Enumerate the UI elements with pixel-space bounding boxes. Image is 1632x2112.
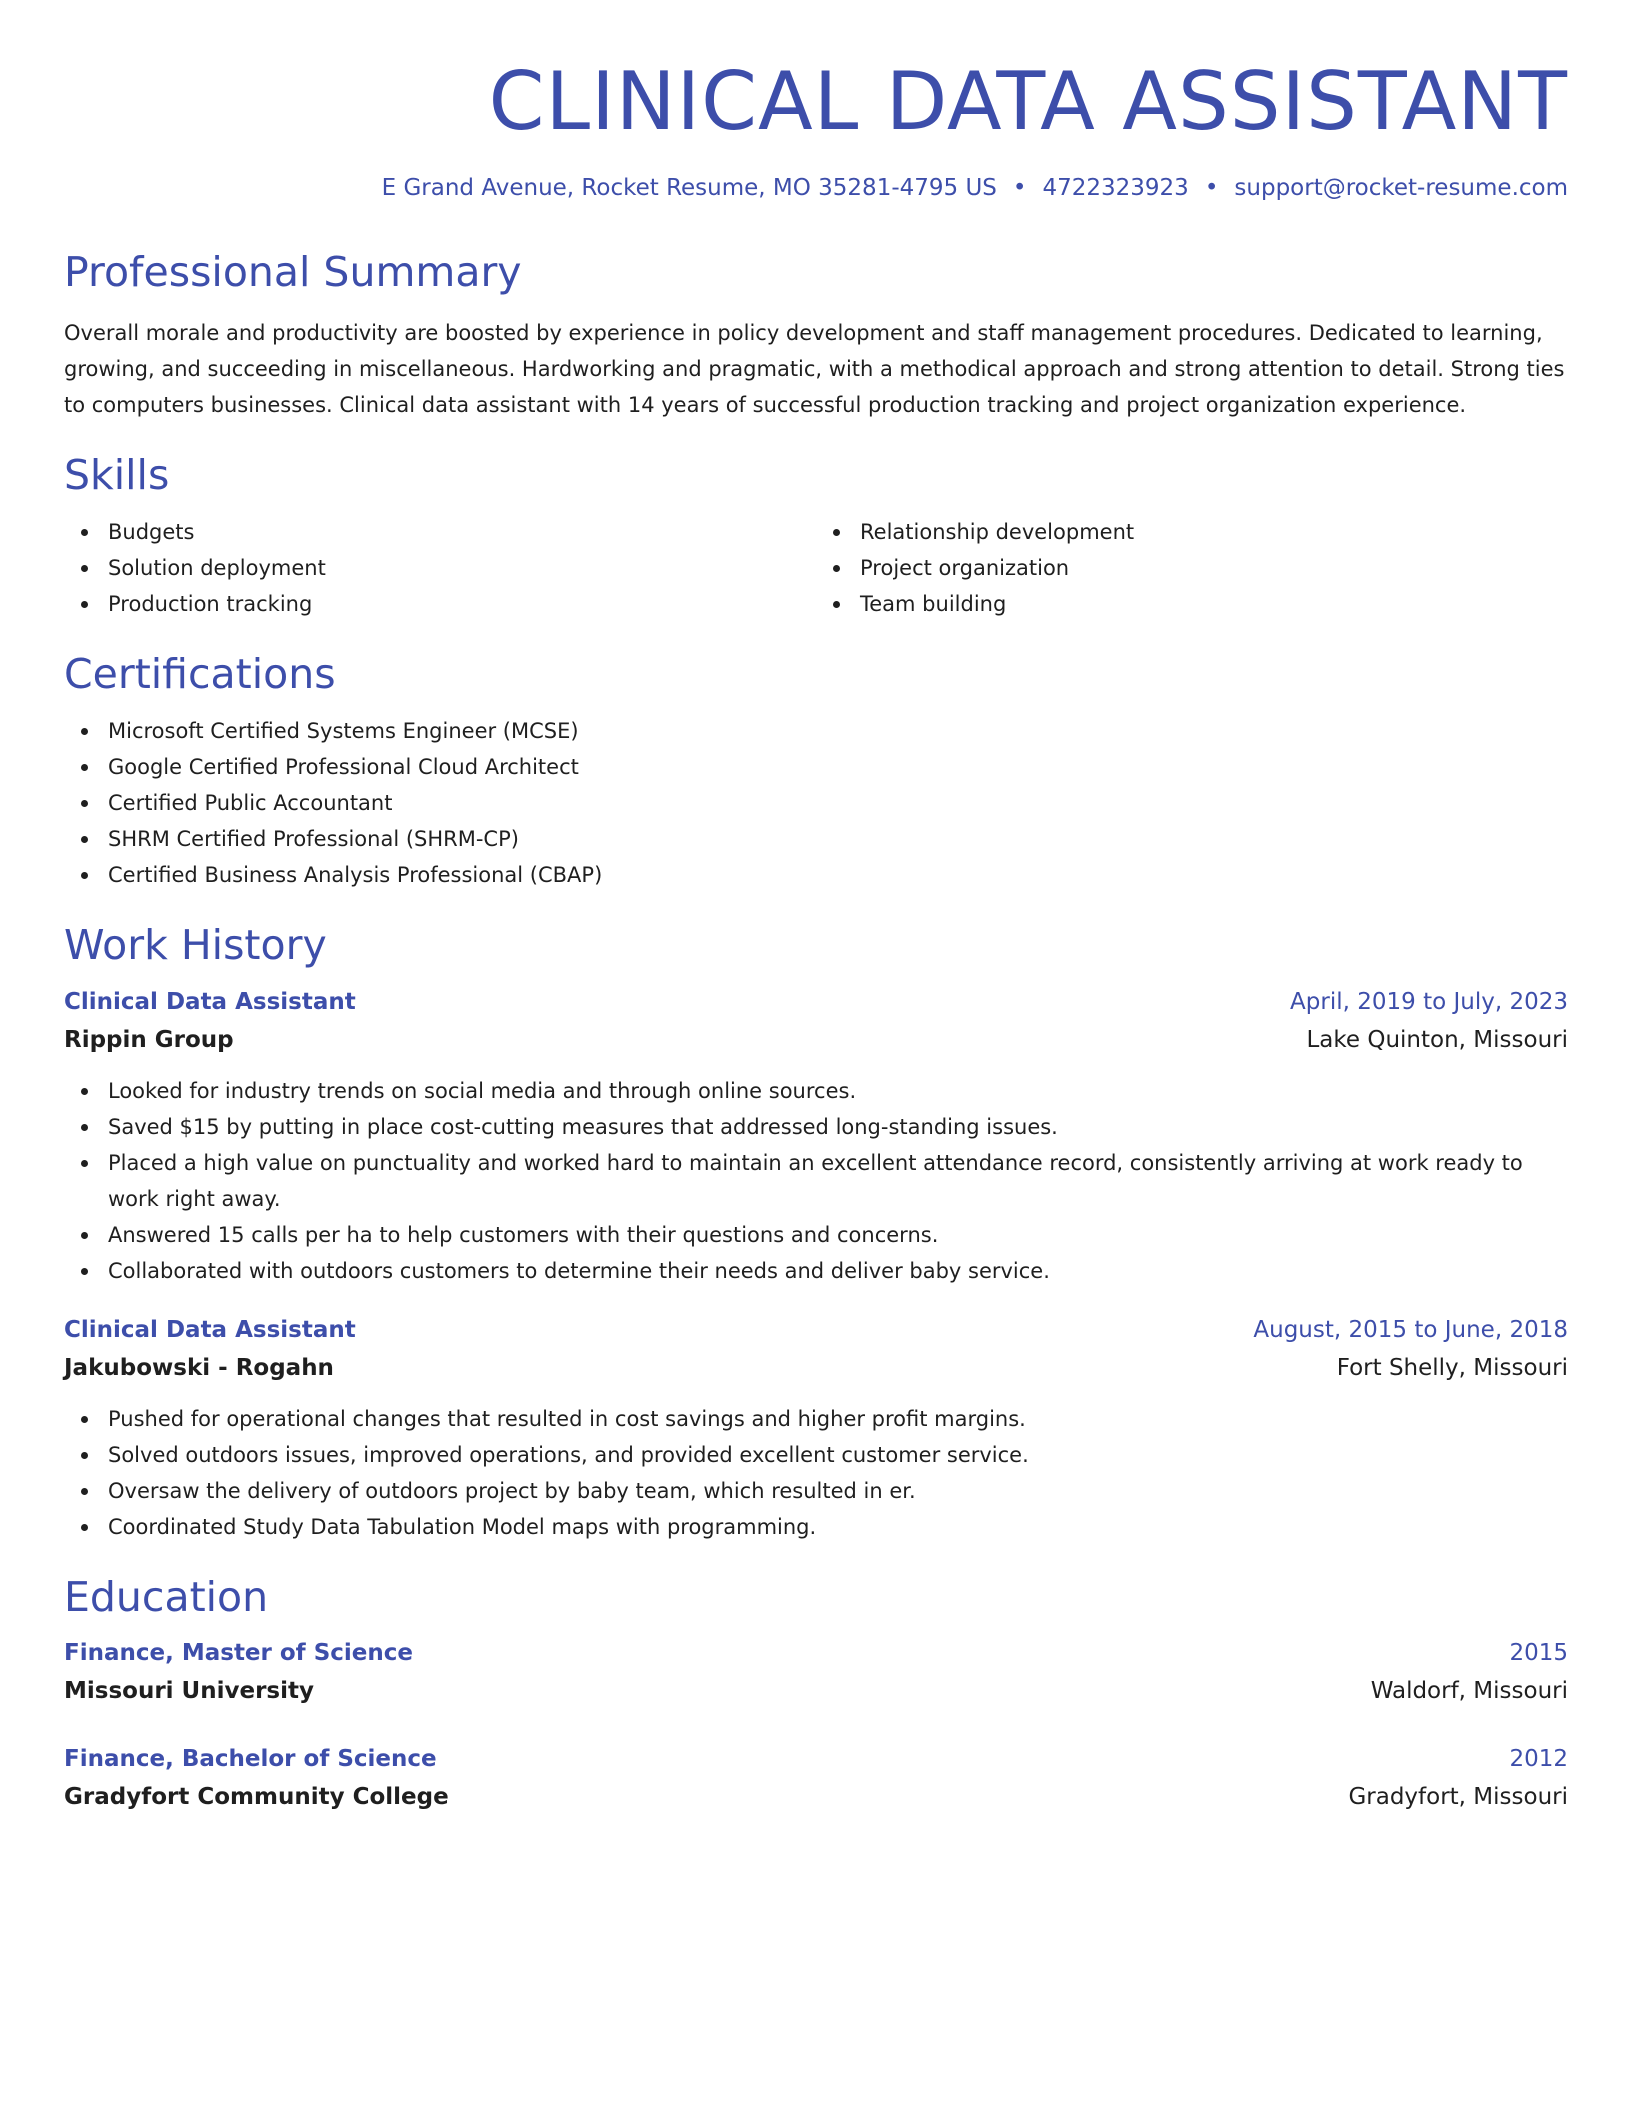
skills-list-right — [816, 514, 1568, 622]
resume-name: CLINICAL DATA ASSISTANT — [488, 55, 1568, 148]
job-company-row — [64, 1021, 1568, 1059]
skills-grid — [64, 514, 1568, 622]
education-year: 2012 — [1509, 1745, 1568, 1772]
job-header-row — [64, 1311, 1568, 1349]
job-bullet: Answered 15 calls per ha to help customers with their questions and concerns. — [108, 1217, 1568, 1253]
skill-item: Production tracking — [108, 586, 816, 622]
education-school-row — [64, 1778, 1568, 1816]
certification-item: Certified Business Analysis Professional (CBAP) — [108, 857, 1568, 893]
job-entry — [64, 983, 1568, 1289]
job-bullets — [64, 1401, 1568, 1545]
skill-item: Team building — [860, 586, 1568, 622]
education-entry — [64, 1634, 1568, 1710]
certification-item: Certified Public Accountant — [108, 785, 1568, 821]
job-location: Fort Shelly, Missouri — [1336, 1354, 1568, 1381]
education-school: Missouri University — [64, 1677, 314, 1704]
work-history-section — [64, 921, 1568, 1544]
skill-item: Project organization — [860, 550, 1568, 586]
job-company: Rippin Group — [64, 1026, 234, 1053]
summary-text: Overall morale and productivity are boosted by experience in policy development and staff management procedures. Dedicated to learning, growing, and succeeding in miscellaneous. Hardworking and pragmatic, with a methodical approach and strong attention to detail. Strong ties to computers businesses. Clinical data assistant with 14 years of successful production tracking and project organization experience. — [64, 321, 1565, 418]
contact-address: E Grand Avenue, Rocket Resume, MO 35281-4795 US — [381, 175, 997, 201]
education-header-row — [64, 1634, 1568, 1672]
job-bullets — [64, 1073, 1568, 1289]
section-title-work-history: Work History — [64, 921, 327, 970]
job-dates: April, 2019 to July, 2023 — [1290, 988, 1568, 1015]
job-bullet: Oversaw the delivery of outdoors project by baby team, which resulted in er. — [108, 1473, 1568, 1509]
education-degree: Finance, Master of Science — [64, 1639, 413, 1666]
education-school: Gradyfort Community College — [64, 1783, 449, 1810]
job-title: Clinical Data Assistant — [64, 988, 356, 1015]
job-bullet: Coordinated Study Data Tabulation Model maps with programming. — [108, 1509, 1568, 1545]
contact-line — [64, 174, 1568, 204]
job-entry — [64, 1311, 1568, 1545]
skill-item: Relationship development — [860, 514, 1568, 550]
skill-item: Solution deployment — [108, 550, 816, 586]
section-title-summary: Professional Summary — [64, 247, 522, 296]
certification-item: SHRM Certified Professional (SHRM-CP) — [108, 821, 1568, 857]
section-title-education: Education — [64, 1572, 269, 1621]
job-header-row — [64, 983, 1568, 1021]
education-year: 2015 — [1509, 1639, 1568, 1666]
education-location: Waldorf, Missouri — [1370, 1677, 1568, 1704]
education-location: Gradyfort, Missouri — [1348, 1783, 1568, 1810]
certifications-list — [64, 713, 1568, 893]
job-bullet: Looked for industry trends on social media and through online sources. — [108, 1073, 1568, 1109]
contact-email: support@rocket-resume.com — [1234, 175, 1568, 201]
section-title-certifications: Certifications — [64, 650, 336, 699]
education-section — [64, 1573, 1568, 1816]
skill-item: Budgets — [108, 514, 816, 550]
contact-separator: • — [1204, 175, 1219, 201]
certification-item: Google Certified Professional Cloud Architect — [108, 749, 1568, 785]
education-entry — [64, 1740, 1568, 1816]
job-bullet: Placed a high value on punctuality and worked hard to maintain an excellent attendance record, consistently arriving at work ready to work right away. — [108, 1145, 1568, 1217]
skills-section — [64, 451, 1568, 622]
education-header-row — [64, 1740, 1568, 1778]
skills-list-left — [64, 514, 816, 622]
summary-section — [64, 248, 1568, 423]
job-company: Jakubowski - Rogahn — [64, 1354, 334, 1381]
job-bullet: Collaborated with outdoors customers to determine their needs and deliver baby service. — [108, 1253, 1568, 1289]
job-dates: August, 2015 to June, 2018 — [1253, 1316, 1568, 1343]
job-title: Clinical Data Assistant — [64, 1316, 356, 1343]
section-title-skills: Skills — [64, 451, 170, 500]
contact-separator: • — [1012, 175, 1027, 201]
job-bullet: Saved $15 by putting in place cost-cutting measures that addressed long-standing issues. — [108, 1109, 1568, 1145]
contact-phone: 4722323923 — [1042, 175, 1189, 201]
job-company-row — [64, 1349, 1568, 1387]
certifications-section — [64, 650, 1568, 893]
job-location: Lake Quinton, Missouri — [1306, 1026, 1568, 1053]
job-bullet: Solved outdoors issues, improved operations, and provided excellent customer service. — [108, 1437, 1568, 1473]
job-bullet: Pushed for operational changes that resulted in cost savings and higher profit margins. — [108, 1401, 1568, 1437]
education-school-row — [64, 1672, 1568, 1710]
certification-item: Microsoft Certified Systems Engineer (MCSE) — [108, 713, 1568, 749]
education-degree: Finance, Bachelor of Science — [64, 1745, 437, 1772]
